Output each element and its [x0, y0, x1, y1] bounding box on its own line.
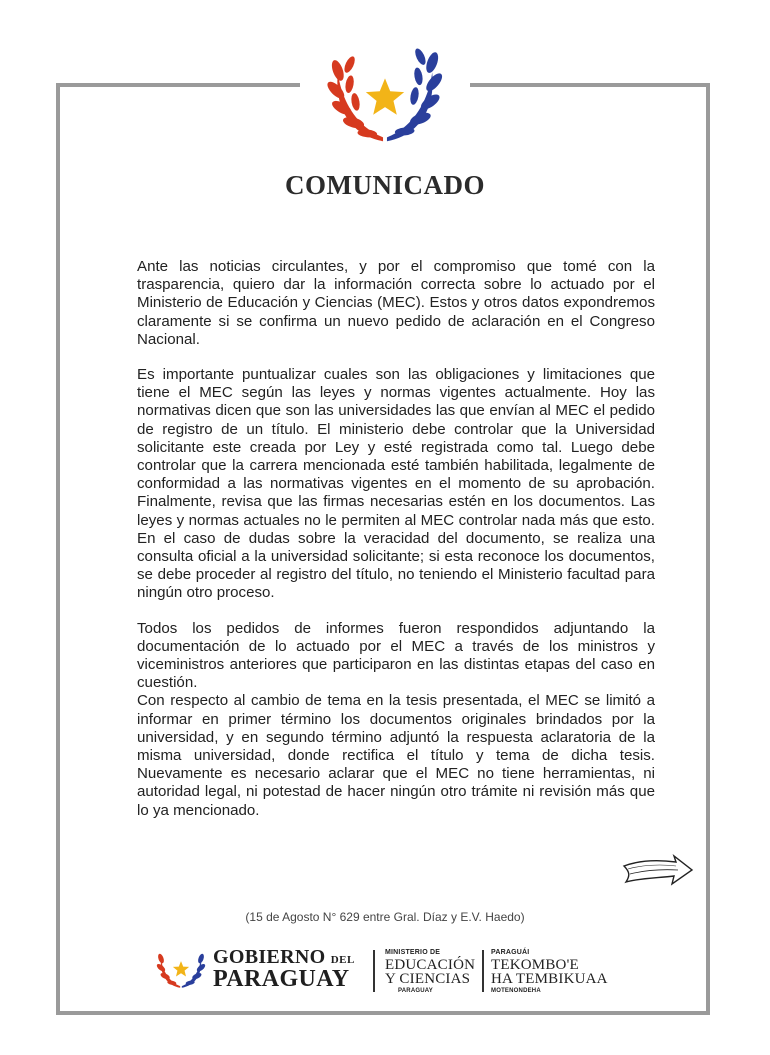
footer-divider-2 — [482, 950, 484, 992]
paragraph-4: Con respecto al cambio de tema en la tesis presentada, el MEC se limitó a informar en primer término los documentos originales brindados por la universidad, y en segundo término adjuntó la respuesta aclaratoria de la misma universidad, donde rectifica el título y tema de dicha tesis. Nuevamente es necesario aclarar que el MEC no tiene herramientas, ni autoridad legal, ni potestad de hacer ningún otro trámite ni revisión más que lo ya mencionado. — [137, 692, 655, 819]
mec-label-line1: EDUCACIÓN — [385, 957, 476, 973]
gobierno-logo-line2: PARAGUAY — [213, 966, 350, 992]
mec-label-small: MINISTERIO DE — [385, 949, 441, 956]
document-title: COMUNICADO — [285, 170, 485, 200]
address-text: (15 de Agosto N° 629 entre Gral. Díaz y E.V. Haedo) — [245, 910, 525, 924]
tekomboe-label-small: PARAGUÁI — [491, 949, 530, 956]
paraguay-seal-small-icon — [156, 946, 206, 992]
document-body — [137, 258, 655, 820]
paraguay-seal-icon — [326, 42, 444, 152]
tekomboe-label-bottom: MOTENONDEHA — [491, 988, 541, 994]
gobierno-del-text: DEL — [330, 954, 355, 966]
footer-divider-1 — [373, 950, 375, 992]
arrow-right-icon — [620, 852, 696, 888]
paragraph-3: Todos los pedidos de informes fueron respondidos adjuntando la documentación de lo actuado por el MEC a través de los ministros y viceministros anteriores que participaron en las distintas etapas del caso en cuestión. — [137, 619, 655, 692]
paragraph-1: Ante las noticias circulantes, y por el compromiso que tomé con la trasparencia, quiero dar la información correcta sobre lo actuado por el Ministerio de Educación y Ciencias (MEC). Estos y otros datos expondremos claramente si se confirma un nuevo pedido de aclaración en el Congreso Nacional. — [137, 258, 655, 348]
mec-label-bottom: PARAGUAY — [398, 988, 433, 994]
mec-label-line2: Y CIENCIAS — [385, 971, 471, 987]
tekomboe-label-line1: TEKOMBO'E — [491, 957, 579, 973]
tekomboe-label-line2: HA TEMBIKUAA — [491, 971, 608, 987]
paragraph-2: Es importante puntualizar cuales son las obligaciones y limitaciones que tiene el MEC según las leyes y normas vigentes actualmente. Hoy las normativas dicen que son las universidades las que envían al MEC el pedido de registro de un título. El ministerio debe controlar que la Universidad solicitante este creada por Ley y esté registrada como tal. Luego debe controlar que la carrera mencionada esté también habilitada, legalmente de conformidad a las normativas vigentes en el momento de su aprobación. Finalmente, revisa que las firmas necesarias estén en los documentos. Las leyes y normas actuales no le permiten al MEC controlar nada más que esto. En el caso de dudas sobre la veracidad del documento, se realiza una consulta oficial a la universidad solicitante; si esta reconoce los documentos, se debe proceder al registro del título, no teniendo el Ministerio facultad para ningún otro proceso. — [137, 366, 655, 602]
gobierno-text: GOBIERNO — [213, 946, 326, 968]
